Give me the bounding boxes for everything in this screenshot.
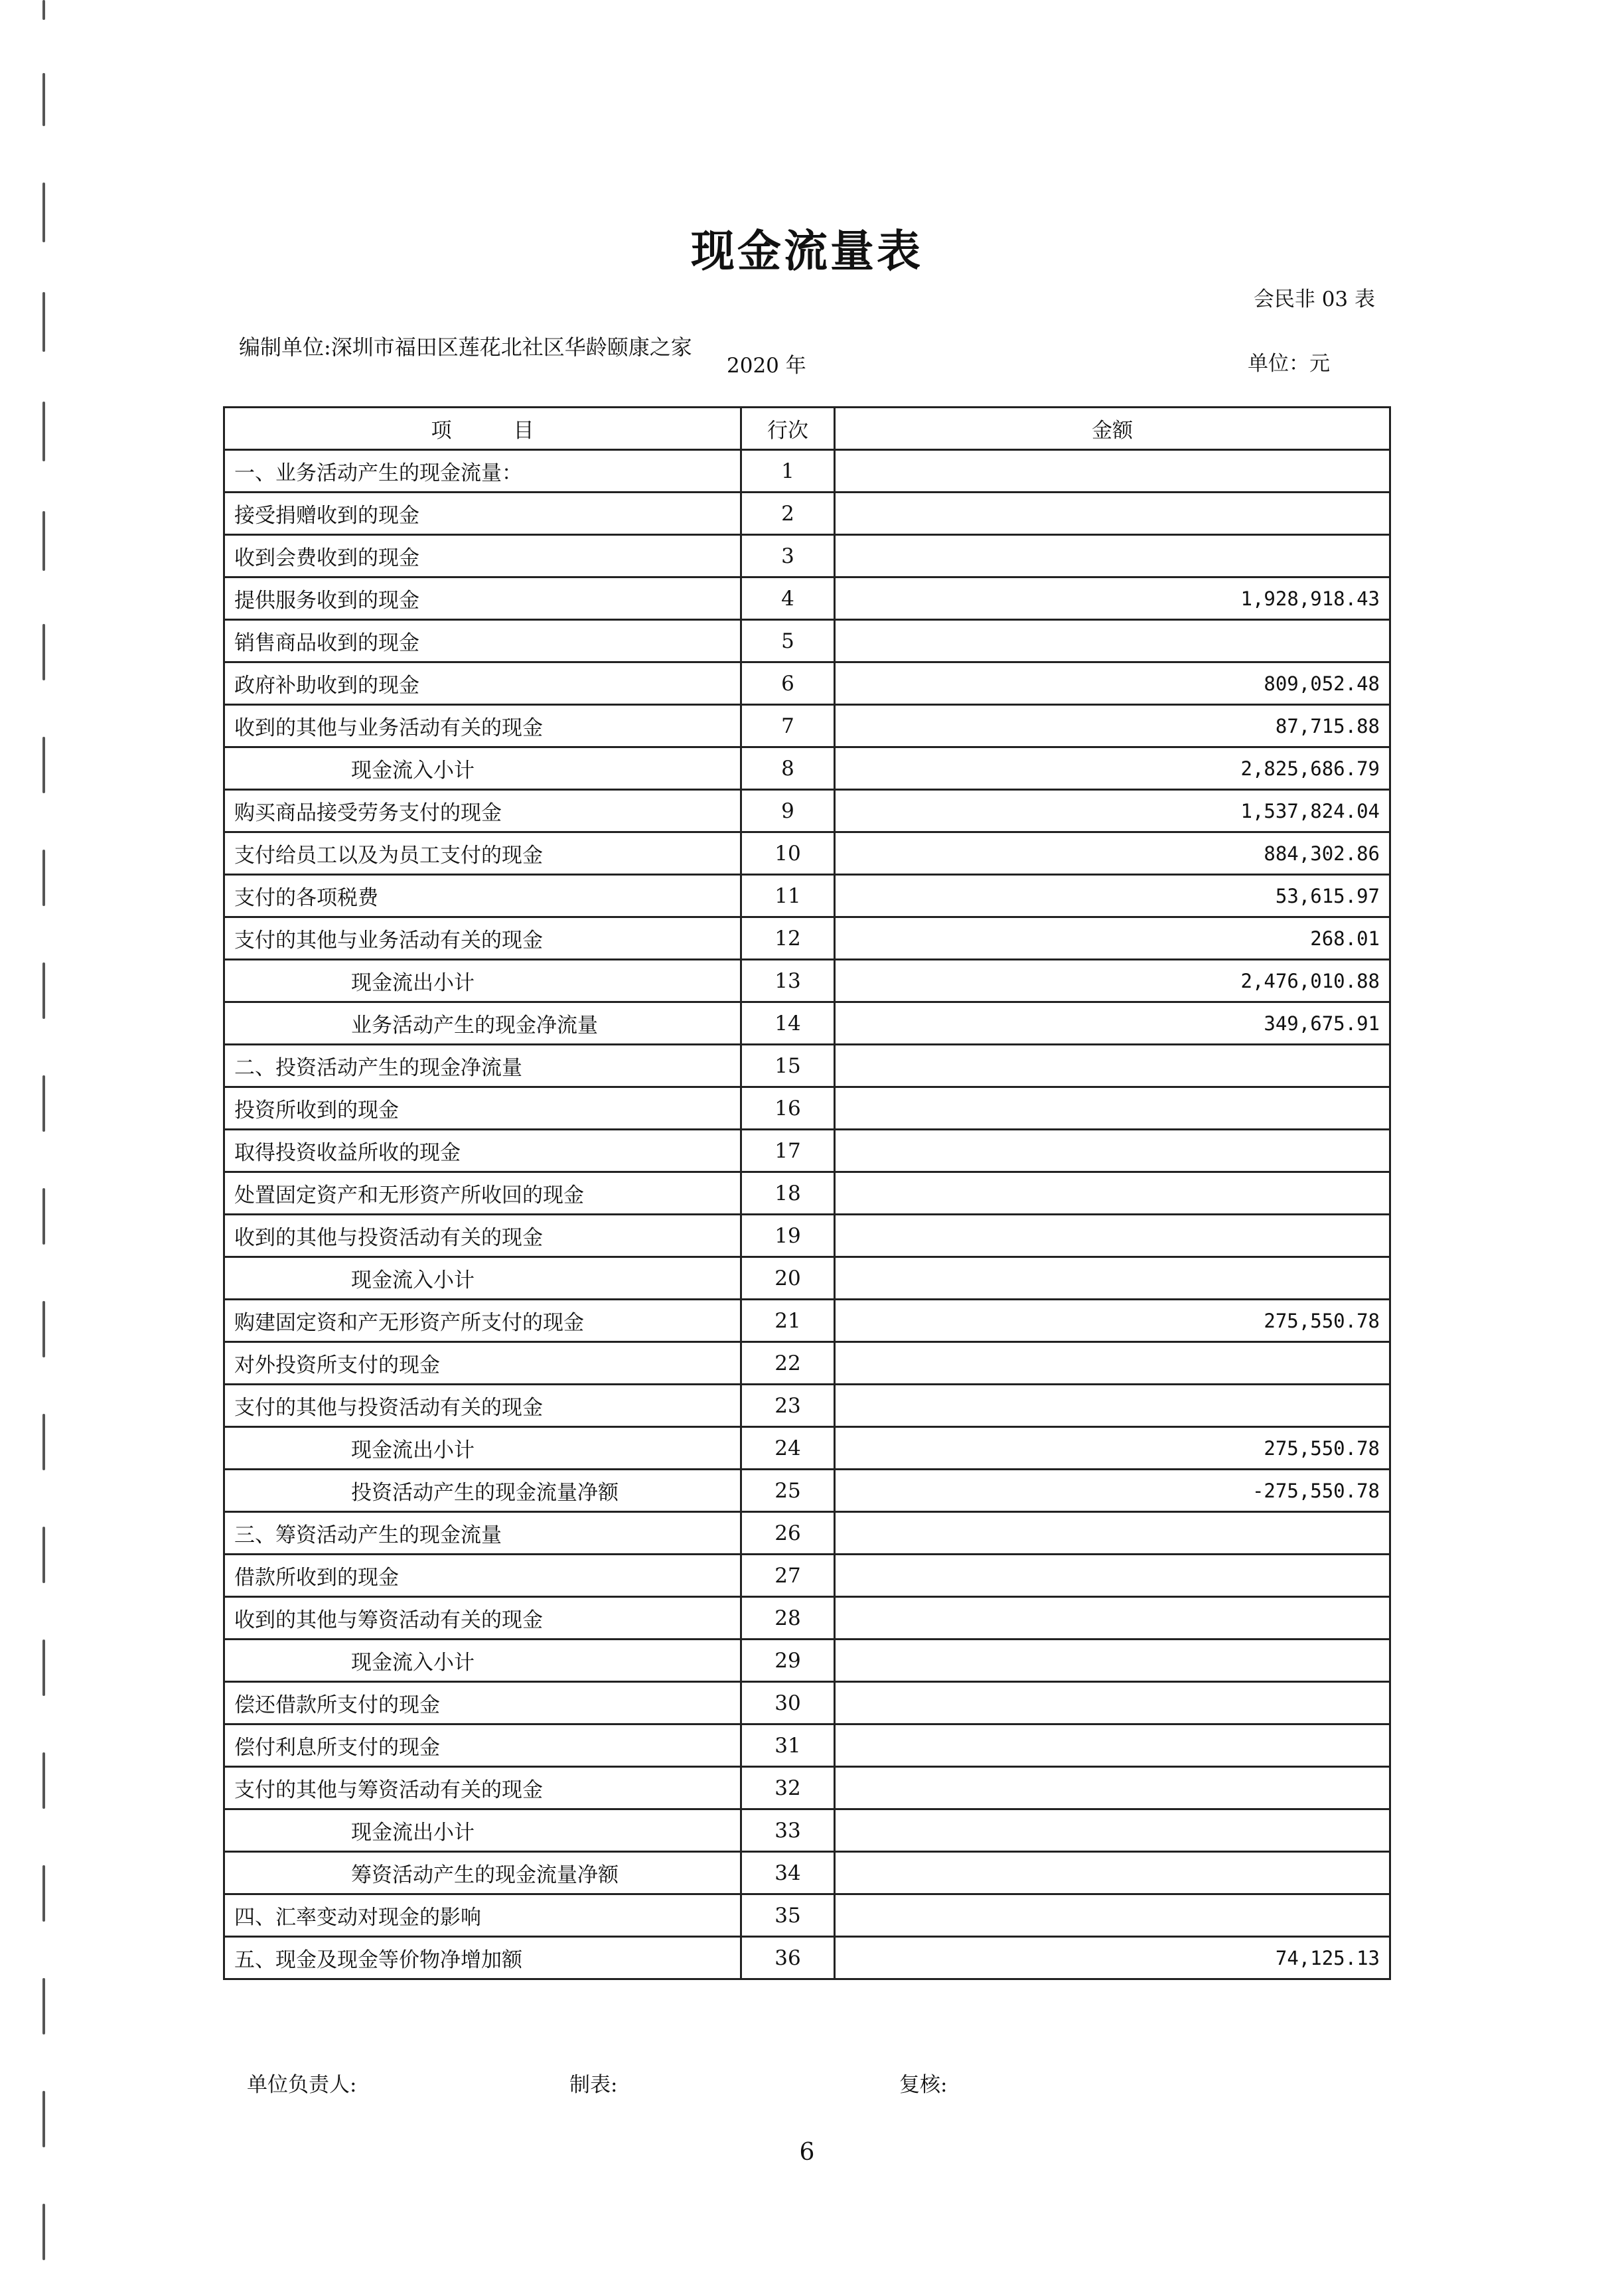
table-row (224, 875, 1390, 917)
row-amount (835, 1767, 1390, 1809)
row-number: 10 (741, 832, 835, 875)
row-number: 28 (741, 1597, 835, 1640)
row-number: 2 (741, 493, 835, 535)
row-number: 7 (741, 705, 835, 747)
table-row (224, 1682, 1390, 1724)
binding-mark (42, 1752, 45, 1809)
row-item: 支付的其他与业务活动有关的现金 (224, 917, 741, 960)
row-amount (835, 493, 1390, 535)
row-number: 9 (741, 790, 835, 832)
table-body (224, 450, 1390, 1979)
row-number: 35 (741, 1894, 835, 1937)
row-item: 现金流出小计 (224, 960, 741, 1002)
binding-mark (42, 737, 45, 793)
row-item: 三、筹资活动产生的现金流量 (224, 1512, 741, 1555)
row-item: 支付给员工以及为员工支付的现金 (224, 832, 741, 875)
footer-prepared: 制表: (569, 2073, 618, 2097)
cash-flow-table (223, 406, 1391, 1980)
table-row (224, 960, 1390, 1002)
row-item: 偿还借款所支付的现金 (224, 1682, 741, 1724)
binding-mark (42, 962, 45, 1019)
table-row (224, 1894, 1390, 1937)
row-number: 34 (741, 1852, 835, 1894)
table-row (224, 577, 1390, 620)
row-number: 25 (741, 1470, 835, 1512)
row-amount: -275,550.78 (835, 1470, 1390, 1512)
row-amount: 1,537,824.04 (835, 790, 1390, 832)
row-amount: 268.01 (835, 917, 1390, 960)
row-number: 11 (741, 875, 835, 917)
row-amount (835, 1342, 1390, 1385)
row-number: 27 (741, 1555, 835, 1597)
row-item: 借款所收到的现金 (224, 1555, 741, 1597)
row-amount (835, 1597, 1390, 1640)
row-amount: 2,825,686.79 (835, 747, 1390, 790)
binding-mark (42, 73, 45, 126)
table-row (224, 1002, 1390, 1045)
row-item: 二、投资活动产生的现金净流量 (224, 1045, 741, 1087)
row-item: 筹资活动产生的现金流量净额 (224, 1852, 741, 1894)
row-amount (835, 1257, 1390, 1300)
binding-mark (42, 1865, 45, 1922)
row-item: 投资活动产生的现金流量净额 (224, 1470, 741, 1512)
row-number: 6 (741, 662, 835, 705)
row-item: 提供服务收到的现金 (224, 577, 741, 620)
header-amount: 金额 (835, 408, 1390, 450)
row-amount (835, 1512, 1390, 1555)
row-number: 14 (741, 1002, 835, 1045)
row-amount: 1,928,918.43 (835, 577, 1390, 620)
row-number: 17 (741, 1130, 835, 1172)
table-row (224, 1045, 1390, 1087)
page-number: 6 (799, 2139, 815, 2166)
row-amount (835, 535, 1390, 577)
row-amount (835, 1045, 1390, 1087)
row-number: 16 (741, 1087, 835, 1130)
table-row (224, 1640, 1390, 1682)
footer-responsible: 单位负责人: (247, 2073, 357, 2097)
row-amount: 2,476,010.88 (835, 960, 1390, 1002)
binding-mark (42, 1640, 45, 1696)
row-amount: 275,550.78 (835, 1427, 1390, 1470)
row-amount (835, 1809, 1390, 1852)
preparing-unit: 编制单位:深圳市福田区莲花北社区华龄颐康之家 (239, 335, 692, 360)
binding-mark (42, 1301, 45, 1357)
row-amount: 349,675.91 (835, 1002, 1390, 1045)
table-row (224, 1937, 1390, 1979)
row-item: 收到的其他与业务活动有关的现金 (224, 705, 741, 747)
row-number: 26 (741, 1512, 835, 1555)
page-title: 现金流量表 (691, 225, 923, 277)
row-number: 1 (741, 450, 835, 493)
table-row (224, 1809, 1390, 1852)
report-year: 2020 年 (727, 354, 806, 378)
table-row (224, 705, 1390, 747)
binding-mark (42, 1075, 45, 1132)
table-row (224, 1852, 1390, 1894)
row-number: 15 (741, 1045, 835, 1087)
row-item: 现金流入小计 (224, 1640, 741, 1682)
row-item: 现金流出小计 (224, 1427, 741, 1470)
row-number: 4 (741, 577, 835, 620)
table-row (224, 493, 1390, 535)
header-item: 项 目 (224, 408, 741, 450)
footer-reviewed: 复核: (899, 2073, 948, 2097)
row-amount: 87,715.88 (835, 705, 1390, 747)
row-item: 投资所收到的现金 (224, 1087, 741, 1130)
row-number: 22 (741, 1342, 835, 1385)
row-item: 对外投资所支付的现金 (224, 1342, 741, 1385)
table-row (224, 1130, 1390, 1172)
binding-mark (42, 511, 45, 571)
row-item: 支付的其他与筹资活动有关的现金 (224, 1767, 741, 1809)
binding-mark (42, 1978, 45, 2034)
row-item: 取得投资收益所收的现金 (224, 1130, 741, 1172)
table-row (224, 1512, 1390, 1555)
table-row (224, 917, 1390, 960)
row-item: 处置固定资产和无形资产所收回的现金 (224, 1172, 741, 1215)
binding-mark (42, 2204, 45, 2260)
binding-mark (42, 292, 45, 352)
table-row (224, 832, 1390, 875)
row-item: 支付的各项税费 (224, 875, 741, 917)
binding-mark (42, 850, 45, 906)
row-item: 四、汇率变动对现金的影响 (224, 1894, 741, 1937)
table-row (224, 662, 1390, 705)
row-number: 21 (741, 1300, 835, 1342)
binding-mark (42, 624, 45, 680)
row-number: 19 (741, 1215, 835, 1257)
table-row (224, 1597, 1390, 1640)
table-row (224, 1555, 1390, 1597)
table-row (224, 790, 1390, 832)
row-number: 8 (741, 747, 835, 790)
row-amount (835, 1215, 1390, 1257)
table-row (224, 747, 1390, 790)
table-header-row (224, 408, 1390, 450)
row-item: 收到的其他与筹资活动有关的现金 (224, 1597, 741, 1640)
row-item: 偿付利息所支付的现金 (224, 1724, 741, 1767)
row-amount (835, 1640, 1390, 1682)
currency-unit: 单位：元 (1248, 352, 1330, 376)
row-amount: 53,615.97 (835, 875, 1390, 917)
row-item: 现金流入小计 (224, 1257, 741, 1300)
binding-mark (42, 0, 45, 20)
row-item: 销售商品收到的现金 (224, 620, 741, 662)
table-row (224, 1427, 1390, 1470)
row-item: 五、现金及现金等价物净增加额 (224, 1937, 741, 1979)
row-item: 现金流出小计 (224, 1809, 741, 1852)
row-item: 购买商品接受劳务支付的现金 (224, 790, 741, 832)
table-row (224, 1300, 1390, 1342)
table-row (224, 1767, 1390, 1809)
row-amount (835, 1724, 1390, 1767)
row-amount (835, 1130, 1390, 1172)
row-item: 业务活动产生的现金净流量 (224, 1002, 741, 1045)
table-row (224, 1087, 1390, 1130)
row-item: 现金流入小计 (224, 747, 741, 790)
row-number: 13 (741, 960, 835, 1002)
table-row (224, 1257, 1390, 1300)
header-row-number: 行次 (741, 408, 835, 450)
table-row (224, 1342, 1390, 1385)
row-amount (835, 450, 1390, 493)
row-amount (835, 1385, 1390, 1427)
row-amount: 275,550.78 (835, 1300, 1390, 1342)
table-row (224, 450, 1390, 493)
table-row (224, 1724, 1390, 1767)
form-code: 会民非 03 表 (1253, 287, 1375, 311)
row-item: 政府补助收到的现金 (224, 662, 741, 705)
row-item: 一、业务活动产生的现金流量： (224, 450, 741, 493)
table-row (224, 1215, 1390, 1257)
row-number: 32 (741, 1767, 835, 1809)
row-number: 12 (741, 917, 835, 960)
row-amount (835, 1172, 1390, 1215)
table-row (224, 1172, 1390, 1215)
row-number: 36 (741, 1937, 835, 1979)
row-item: 购建固定资和产无形资产所支付的现金 (224, 1300, 741, 1342)
row-item: 收到的其他与投资活动有关的现金 (224, 1215, 741, 1257)
row-item: 接受捐赠收到的现金 (224, 493, 741, 535)
row-item: 收到会费收到的现金 (224, 535, 741, 577)
row-number: 23 (741, 1385, 835, 1427)
row-number: 3 (741, 535, 835, 577)
row-number: 18 (741, 1172, 835, 1215)
binding-mark (42, 1188, 45, 1245)
row-amount (835, 1894, 1390, 1937)
table-row (224, 1470, 1390, 1512)
row-amount: 74,125.13 (835, 1937, 1390, 1979)
row-number: 29 (741, 1640, 835, 1682)
row-amount (835, 620, 1390, 662)
row-amount: 884,302.86 (835, 832, 1390, 875)
binding-mark (42, 1414, 45, 1470)
row-number: 24 (741, 1427, 835, 1470)
row-number: 30 (741, 1682, 835, 1724)
row-amount (835, 1087, 1390, 1130)
table-row (224, 1385, 1390, 1427)
row-amount (835, 1682, 1390, 1724)
table-row (224, 620, 1390, 662)
binding-mark (42, 402, 45, 461)
row-number: 31 (741, 1724, 835, 1767)
row-amount: 809,052.48 (835, 662, 1390, 705)
table-row (224, 535, 1390, 577)
row-item: 支付的其他与投资活动有关的现金 (224, 1385, 741, 1427)
row-number: 20 (741, 1257, 835, 1300)
row-amount (835, 1852, 1390, 1894)
row-number: 33 (741, 1809, 835, 1852)
row-number: 5 (741, 620, 835, 662)
binding-mark (42, 1527, 45, 1583)
row-amount (835, 1555, 1390, 1597)
